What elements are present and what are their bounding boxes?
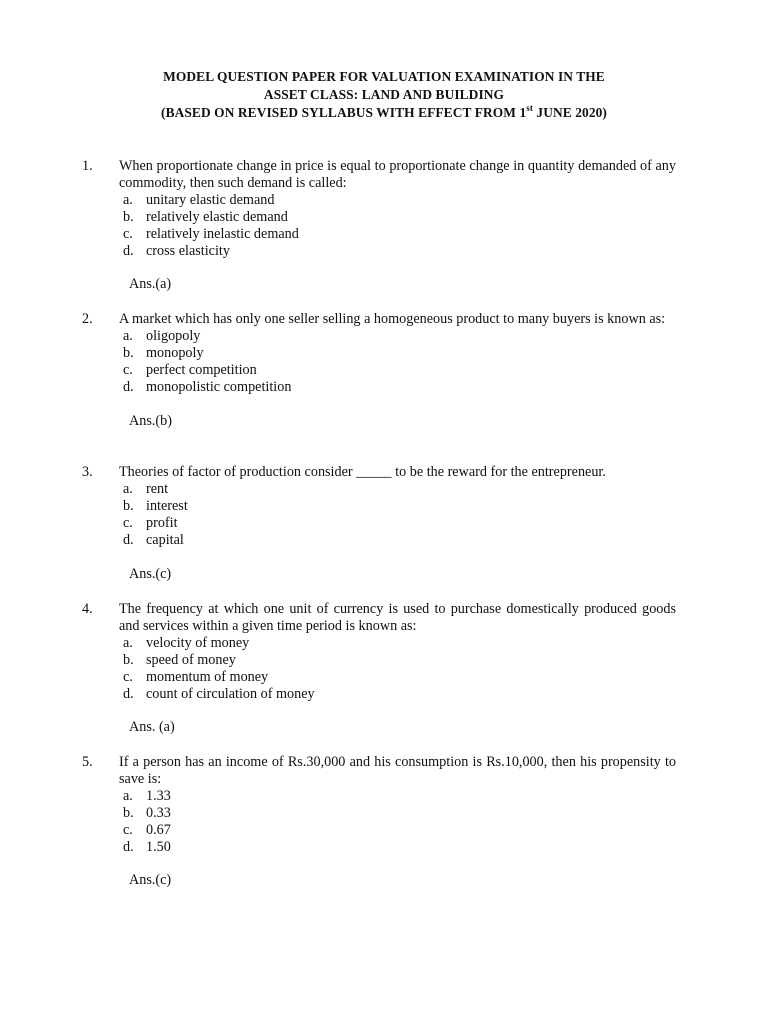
option-text: relatively elastic demand bbox=[146, 208, 288, 225]
option-c bbox=[123, 362, 676, 379]
option-b bbox=[123, 805, 676, 822]
option-a bbox=[123, 192, 676, 209]
question-5 bbox=[82, 754, 676, 889]
option-text: unitary elastic demand bbox=[146, 191, 275, 208]
option-c bbox=[123, 226, 676, 243]
question-text: When proportionate change in price is equal to proportionate change in quantity demanded of any commodity, then such demand is called: bbox=[119, 158, 676, 191]
option-b bbox=[123, 345, 676, 362]
option-text: relatively inelastic demand bbox=[146, 225, 299, 242]
option-letter: d. bbox=[123, 378, 134, 395]
option-text: monopoly bbox=[146, 344, 204, 361]
answer-text: Ans.(b) bbox=[129, 412, 172, 429]
option-text: momentum of money bbox=[146, 668, 269, 685]
option-text: 0.33 bbox=[146, 804, 171, 821]
question-number: 2. bbox=[82, 311, 93, 327]
option-letter: b. bbox=[123, 804, 134, 821]
option-letter: c. bbox=[123, 225, 133, 242]
option-letter: b. bbox=[123, 651, 134, 668]
option-letter: b. bbox=[123, 208, 134, 225]
title-line-3 bbox=[60, 104, 708, 122]
option-b bbox=[123, 498, 676, 515]
paper-title bbox=[60, 68, 708, 122]
option-text: oligopoly bbox=[146, 327, 201, 344]
option-text: monopolistic competition bbox=[146, 378, 292, 395]
option-letter: c. bbox=[123, 668, 133, 685]
option-d bbox=[123, 243, 676, 260]
option-a bbox=[123, 788, 676, 805]
option-d bbox=[123, 839, 676, 856]
option-letter: c. bbox=[123, 821, 133, 838]
option-letter: c. bbox=[123, 514, 133, 531]
option-text: perfect competition bbox=[146, 361, 257, 378]
question-text: A market which has only one seller selling a homogeneous product to many buyers is known as: bbox=[119, 311, 666, 327]
option-c bbox=[123, 669, 676, 686]
title-line-3-prefix: (BASED ON REVISED SYLLABUS WITH EFFECT FROM 1 bbox=[161, 105, 527, 120]
question-2 bbox=[82, 311, 676, 429]
option-text: speed of money bbox=[146, 651, 236, 668]
option-letter: d. bbox=[123, 242, 134, 259]
question-text: If a person has an income of Rs.30,000 and his consumption is Rs.10,000, then his propensity to save is: bbox=[119, 754, 676, 787]
option-text: count of circulation of money bbox=[146, 685, 315, 702]
answer-text: Ans.(a) bbox=[129, 276, 172, 293]
option-text: capital bbox=[146, 531, 184, 548]
question-text: Theories of factor of production consider _____ to be the reward for the entrepreneur. bbox=[119, 464, 606, 480]
answer-text: Ans. (a) bbox=[129, 719, 175, 736]
option-a bbox=[123, 635, 676, 652]
option-text: cross elasticity bbox=[146, 242, 230, 259]
answer-text: Ans.(c) bbox=[129, 565, 172, 582]
title-line-3-superscript: st bbox=[526, 102, 533, 113]
option-letter: a. bbox=[123, 327, 133, 344]
option-list bbox=[123, 788, 676, 856]
option-list bbox=[123, 481, 676, 549]
option-a bbox=[123, 328, 676, 345]
option-c bbox=[123, 822, 676, 839]
option-text: 1.50 bbox=[146, 838, 171, 855]
option-b bbox=[123, 209, 676, 226]
option-c bbox=[123, 515, 676, 532]
option-letter: d. bbox=[123, 531, 134, 548]
option-list bbox=[123, 328, 676, 396]
option-list bbox=[123, 192, 676, 260]
question-number: 5. bbox=[82, 754, 93, 770]
option-letter: a. bbox=[123, 787, 133, 804]
option-text: velocity of money bbox=[146, 634, 250, 651]
title-line-2: ASSET CLASS: LAND AND BUILDING bbox=[263, 87, 505, 102]
option-list bbox=[123, 635, 676, 703]
question-4 bbox=[82, 601, 676, 736]
option-text: interest bbox=[146, 497, 188, 514]
option-letter: d. bbox=[123, 685, 134, 702]
question-number: 4. bbox=[82, 601, 93, 617]
option-letter: a. bbox=[123, 634, 133, 651]
option-d bbox=[123, 686, 676, 703]
option-text: 1.33 bbox=[146, 787, 171, 804]
title-line-1: MODEL QUESTION PAPER FOR VALUATION EXAMINATION IN THE bbox=[163, 69, 605, 84]
question-number: 1. bbox=[82, 158, 93, 174]
option-text: profit bbox=[146, 514, 178, 531]
option-letter: c. bbox=[123, 361, 133, 378]
option-text: rent bbox=[146, 480, 169, 497]
title-line-3-suffix: JUNE 2020) bbox=[532, 105, 607, 120]
option-letter: d. bbox=[123, 838, 134, 855]
answer-text: Ans.(c) bbox=[129, 872, 172, 889]
option-letter: b. bbox=[123, 497, 134, 514]
option-letter: b. bbox=[123, 344, 134, 361]
option-letter: a. bbox=[123, 191, 133, 208]
question-number: 3. bbox=[82, 464, 93, 480]
question-1 bbox=[82, 158, 676, 293]
option-a bbox=[123, 481, 676, 498]
option-b bbox=[123, 652, 676, 669]
option-letter: a. bbox=[123, 480, 133, 497]
option-d bbox=[123, 532, 676, 549]
question-3 bbox=[82, 464, 676, 582]
option-d bbox=[123, 379, 676, 396]
question-text: The frequency at which one unit of currency is used to purchase domestically produced goods and services within a given time period is known as: bbox=[119, 601, 676, 634]
option-text: 0.67 bbox=[146, 821, 171, 838]
